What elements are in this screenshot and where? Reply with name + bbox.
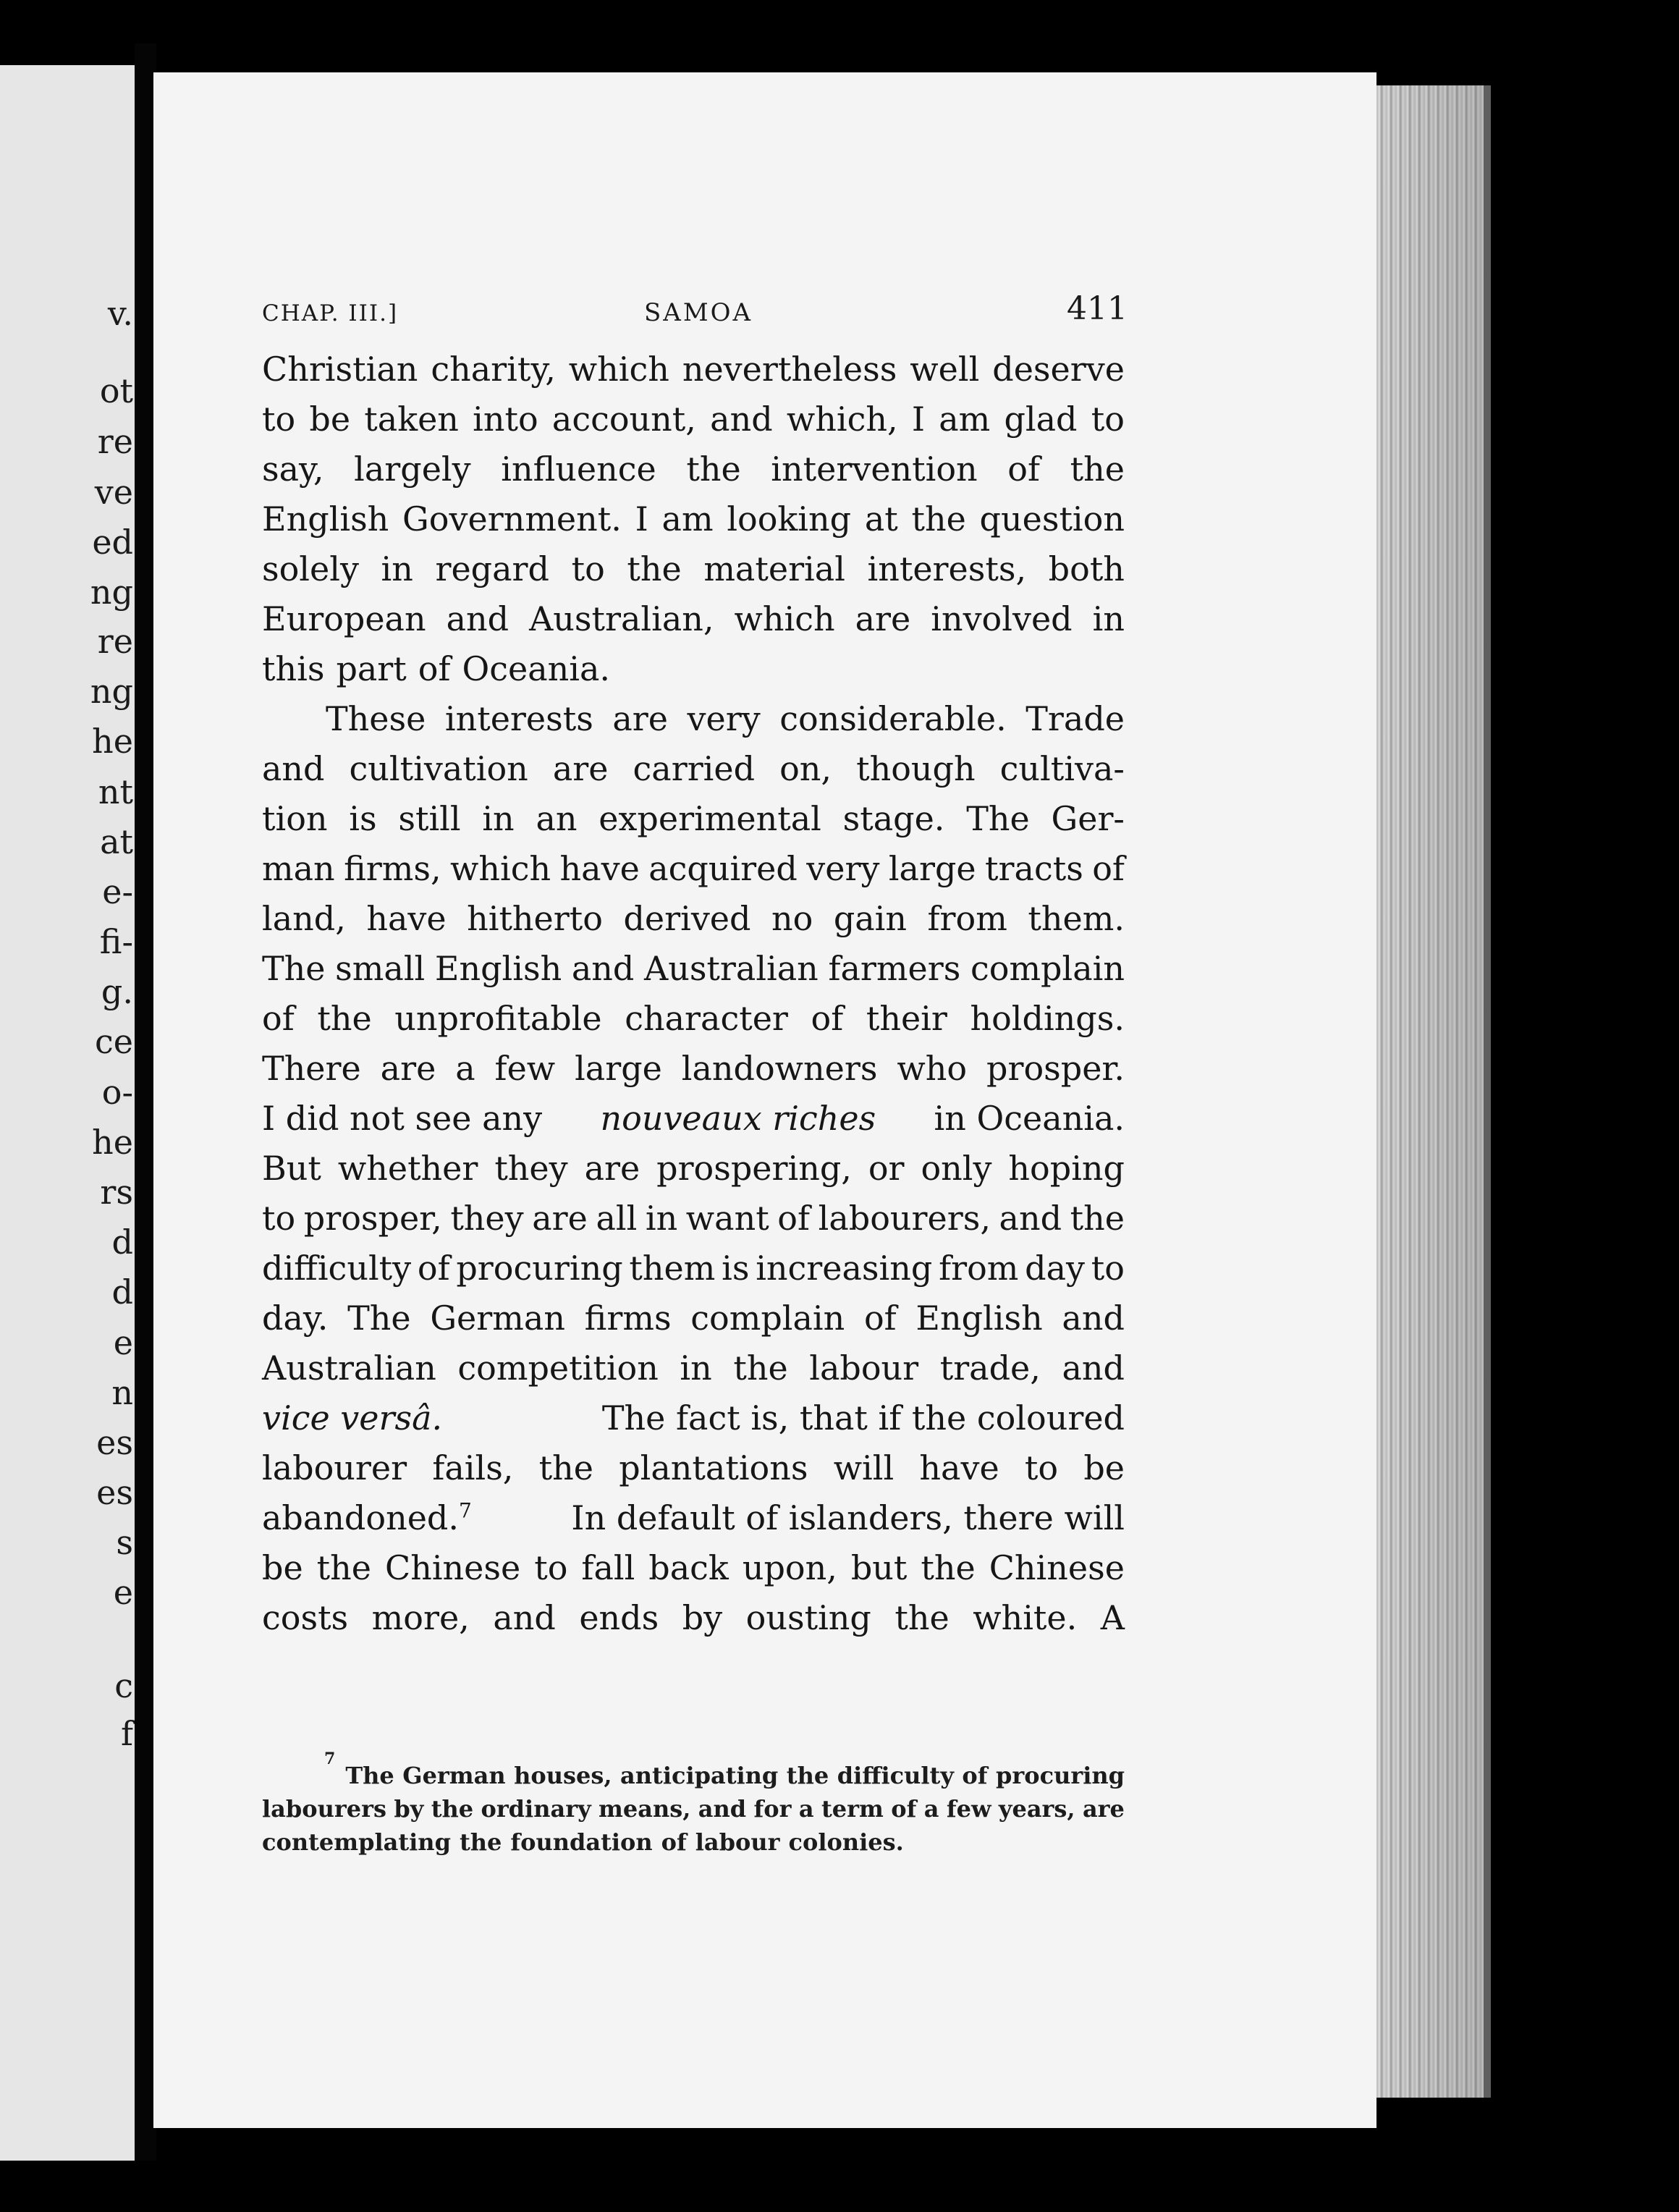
- text-line: [262, 1343, 1125, 1393]
- word: The: [966, 799, 1030, 838]
- word: plantations: [619, 1448, 808, 1487]
- word: which: [734, 599, 835, 638]
- text-line: [262, 894, 1125, 944]
- word: labourers: [262, 1795, 386, 1823]
- italic-phrase: vice versâ.: [262, 1398, 443, 1438]
- text-line: [262, 744, 1125, 794]
- word: gain: [833, 899, 908, 938]
- main-page: [153, 72, 1376, 2128]
- word: in: [482, 799, 515, 838]
- word: the: [317, 999, 372, 1038]
- word: firms: [584, 1299, 672, 1338]
- text-line: [262, 844, 1125, 894]
- word: a: [923, 1795, 939, 1823]
- word: term: [821, 1795, 884, 1823]
- word: deserve: [992, 350, 1125, 389]
- word: of: [863, 1299, 897, 1338]
- word: looking: [727, 499, 852, 539]
- word: a: [798, 1795, 814, 1823]
- word: they: [450, 1199, 524, 1238]
- page-number: 411: [1067, 290, 1128, 327]
- word: the: [431, 1795, 474, 1823]
- word: I: [911, 400, 925, 439]
- left-fragment: ce: [95, 1022, 133, 1061]
- footnote-reference: 7: [458, 1498, 472, 1523]
- left-fragment: rs: [100, 1173, 133, 1212]
- word: are: [612, 699, 668, 738]
- word: am: [939, 400, 991, 439]
- word: for: [753, 1795, 792, 1823]
- word: holdings.: [970, 999, 1125, 1038]
- word: both: [1048, 549, 1125, 588]
- text-line: [262, 1244, 1125, 1293]
- word: labourer: [262, 1448, 407, 1487]
- page-edge-shadow: [1375, 85, 1491, 2098]
- word: hitherto: [467, 899, 603, 938]
- word: Chinese: [385, 1548, 521, 1587]
- word: in: [645, 1199, 678, 1238]
- word: Ger-: [1051, 799, 1125, 838]
- word: in: [381, 549, 413, 588]
- word: Christian: [262, 350, 418, 389]
- word: in: [680, 1348, 712, 1388]
- left-fragment: re: [97, 622, 133, 661]
- text-line: [262, 444, 1125, 494]
- word: and: [1062, 1299, 1125, 1338]
- text-line: [262, 394, 1125, 444]
- word: by: [394, 1795, 424, 1823]
- word: no: [771, 899, 813, 938]
- word: the: [686, 449, 741, 489]
- word: the: [627, 549, 682, 588]
- word: whether: [337, 1149, 478, 1188]
- word: I: [635, 499, 648, 539]
- word: of: [777, 1199, 811, 1238]
- word: prosper.: [986, 1049, 1125, 1088]
- word: intervention: [771, 449, 978, 489]
- word: firms,: [344, 849, 441, 888]
- word: are: [855, 599, 911, 638]
- word: well: [910, 350, 980, 389]
- word: the: [538, 1448, 593, 1487]
- text-line: [262, 1044, 1125, 1094]
- word: the: [733, 1348, 788, 1388]
- word: back: [648, 1548, 729, 1587]
- text-line: [262, 1543, 1125, 1593]
- word: only: [921, 1149, 992, 1188]
- word: fails,: [432, 1448, 514, 1487]
- word: Australian,: [529, 599, 714, 638]
- word: English: [262, 499, 389, 539]
- word: say,: [262, 449, 324, 489]
- word: upon,: [742, 1548, 837, 1587]
- word: in: [1092, 599, 1125, 638]
- word: of: [891, 1795, 917, 1823]
- word: of: [1007, 449, 1041, 489]
- text-line: [262, 644, 1125, 694]
- word: the: [1070, 1199, 1125, 1238]
- word: are: [584, 1149, 640, 1188]
- word: difficulty: [262, 1249, 412, 1288]
- word: of: [262, 999, 295, 1038]
- word: landowners: [681, 1049, 878, 1088]
- left-fragment: f: [120, 1714, 133, 1753]
- word: These: [326, 699, 426, 738]
- word: and: [999, 1199, 1062, 1238]
- word: labourers,: [818, 1199, 991, 1238]
- word: years,: [998, 1795, 1075, 1823]
- word: cultiva-: [999, 749, 1125, 788]
- word: which: [450, 849, 551, 888]
- word: of: [1092, 849, 1125, 888]
- word: and: [493, 1598, 556, 1637]
- word: solely: [262, 549, 359, 588]
- footnote-marker: 7: [324, 1749, 336, 1768]
- word: prosper,: [303, 1199, 442, 1238]
- left-fragment: at: [100, 822, 133, 861]
- word: labour: [695, 1828, 780, 1856]
- left-fragment: v.: [107, 294, 133, 333]
- text-segment: [262, 1493, 472, 1543]
- text-segment: I did not see any: [262, 1099, 543, 1138]
- running-head-title: SAMOA: [644, 298, 753, 327]
- word: by: [682, 1598, 723, 1637]
- left-fragment: g.: [101, 972, 133, 1011]
- word: of: [811, 999, 844, 1038]
- word: part: [336, 649, 407, 688]
- text-segment: The fact is, that if the coloured: [601, 1398, 1125, 1438]
- left-fragment: es: [96, 1423, 133, 1462]
- text-segment: in Oceania.: [934, 1099, 1125, 1138]
- text-segment-word: abandoned.: [262, 1498, 459, 1537]
- word: day: [1025, 1249, 1086, 1288]
- word: and: [1062, 1348, 1125, 1388]
- word: fall: [581, 1548, 635, 1587]
- word: white.: [973, 1598, 1078, 1637]
- word: large: [575, 1049, 662, 1088]
- text-line: [262, 345, 1125, 394]
- word: at: [864, 499, 898, 539]
- text-line: [262, 1393, 1125, 1443]
- word: still: [398, 799, 461, 838]
- word: have: [366, 899, 447, 938]
- word: to: [1091, 1249, 1125, 1288]
- word: material: [703, 549, 845, 588]
- word: Australian: [643, 949, 819, 988]
- word: means,: [599, 1795, 691, 1823]
- word: the: [1070, 449, 1125, 489]
- word: ends: [579, 1598, 659, 1637]
- word: day.: [262, 1299, 329, 1338]
- left-fragment: ot: [99, 371, 133, 410]
- left-fragment: ed: [92, 523, 133, 562]
- left-fragment: n: [111, 1373, 133, 1412]
- footnote: [262, 1749, 1125, 1859]
- word: A: [1100, 1598, 1125, 1637]
- word: an: [536, 799, 578, 838]
- word: glad: [1004, 400, 1078, 439]
- word: tracts: [985, 849, 1083, 888]
- word: the: [895, 1598, 950, 1637]
- text-line: [262, 1593, 1125, 1643]
- word: be: [309, 400, 351, 439]
- text-line: [262, 544, 1125, 594]
- word: few: [946, 1795, 991, 1823]
- word: from: [939, 1249, 1019, 1288]
- word: they: [494, 1149, 568, 1188]
- word: unprofitable: [394, 999, 602, 1038]
- left-fragment: c: [114, 1666, 133, 1705]
- word: few: [494, 1049, 556, 1088]
- word: character: [625, 999, 788, 1038]
- word: question: [979, 499, 1125, 539]
- left-fragment: d: [111, 1223, 133, 1262]
- word: the: [921, 1548, 976, 1587]
- word: are: [532, 1199, 588, 1238]
- word: derived: [623, 899, 751, 938]
- word: though: [856, 749, 976, 788]
- word: man: [262, 849, 335, 888]
- word: to: [262, 1199, 296, 1238]
- word: a: [455, 1049, 475, 1088]
- word: farmers: [828, 949, 961, 988]
- text-line: [262, 494, 1125, 544]
- text-line: [262, 1144, 1125, 1194]
- word: to: [571, 549, 605, 588]
- word: be: [262, 1548, 303, 1587]
- left-fragment: e: [113, 1573, 133, 1612]
- word: Chinese: [989, 1548, 1125, 1587]
- word: into: [473, 400, 538, 439]
- left-fragment: s: [116, 1523, 133, 1562]
- word: of: [661, 1828, 687, 1856]
- word: carried: [633, 749, 756, 788]
- word: charity,: [431, 350, 556, 389]
- text-line: [262, 694, 1125, 744]
- left-fragment: he: [92, 722, 133, 761]
- text-line: [262, 1443, 1125, 1493]
- word: small: [335, 949, 426, 988]
- text-line: [262, 794, 1125, 844]
- word: Trade: [1025, 699, 1125, 738]
- word: or: [868, 1149, 905, 1188]
- word: on,: [779, 749, 832, 788]
- word: want: [685, 1199, 769, 1238]
- word: of: [417, 1249, 450, 1288]
- word: is: [349, 799, 377, 838]
- word: ordinary: [481, 1795, 591, 1823]
- word: to: [1024, 1448, 1059, 1487]
- word: European: [262, 599, 426, 638]
- word: trade,: [939, 1348, 1041, 1388]
- word: the: [459, 1828, 502, 1856]
- left-fragment: e: [113, 1323, 133, 1362]
- word: are: [1082, 1795, 1125, 1823]
- word: have: [559, 849, 640, 888]
- word: colonies.: [788, 1828, 904, 1856]
- left-fragment: es: [96, 1473, 133, 1512]
- text-segment: In default of islanders, there will: [571, 1498, 1125, 1537]
- word: very: [687, 699, 761, 738]
- word: acquired: [648, 849, 798, 888]
- word: procuring: [456, 1249, 623, 1288]
- text-line: [262, 1094, 1125, 1144]
- word: the: [911, 499, 966, 539]
- word: are: [380, 1049, 436, 1088]
- word: which,: [786, 400, 898, 439]
- word: Oceania.: [462, 649, 611, 688]
- scan-bottom-border: [0, 2161, 1679, 2212]
- word: to: [534, 1548, 568, 1587]
- word: taken: [364, 400, 459, 439]
- word: of: [418, 649, 451, 688]
- word: stage.: [842, 799, 945, 838]
- left-fragment: ve: [94, 473, 133, 512]
- word: labour: [809, 1348, 919, 1388]
- left-fragment: he: [92, 1123, 133, 1162]
- word: involved: [931, 599, 1073, 638]
- word: influence: [501, 449, 656, 489]
- word: the: [316, 1548, 372, 1587]
- word: The: [347, 1299, 411, 1338]
- word: this: [262, 649, 325, 688]
- word: tion: [262, 799, 328, 838]
- previous-page-fragment: [0, 65, 138, 2161]
- word: The: [262, 949, 326, 988]
- word: and: [698, 1795, 747, 1823]
- word: more,: [371, 1598, 470, 1637]
- word: who: [897, 1049, 968, 1088]
- word: but: [850, 1548, 908, 1587]
- word: very: [806, 849, 880, 888]
- word: interests,: [867, 549, 1027, 588]
- body-text: [262, 345, 1125, 1643]
- word: German: [430, 1299, 565, 1338]
- word: prospering,: [656, 1149, 852, 1188]
- word: and: [262, 749, 325, 788]
- word: regard: [435, 549, 549, 588]
- footnote-line: [262, 1749, 1125, 1792]
- left-fragment: fi-: [99, 922, 133, 961]
- word: But: [262, 1149, 321, 1188]
- word: interests: [444, 699, 593, 738]
- word: complain: [970, 949, 1125, 988]
- word: have: [919, 1448, 999, 1487]
- word: increasing: [756, 1249, 933, 1288]
- left-fragment: nt: [98, 772, 133, 811]
- word: is: [722, 1249, 750, 1288]
- left-fragment: o-: [101, 1073, 133, 1112]
- text-line: [262, 594, 1125, 644]
- word: are: [552, 749, 609, 788]
- word: Government.: [402, 499, 622, 539]
- word: which: [568, 350, 669, 389]
- word: them.: [1028, 899, 1125, 938]
- word: considerable.: [779, 699, 1007, 738]
- footnote-line: [262, 1825, 1125, 1859]
- italic-phrase: nouveaux riches: [600, 1099, 876, 1138]
- text-line: [262, 1293, 1125, 1343]
- word: all: [596, 1199, 638, 1238]
- word: will: [833, 1448, 895, 1487]
- word: foundation: [510, 1828, 653, 1856]
- left-fragment: ng: [90, 672, 133, 711]
- word: English: [915, 1299, 1043, 1338]
- word: competition: [457, 1348, 659, 1388]
- text-line: [262, 1493, 1125, 1543]
- word: costs: [262, 1598, 349, 1637]
- word: experimental: [599, 799, 821, 838]
- word: There: [262, 1049, 361, 1088]
- word: Australian: [262, 1348, 436, 1388]
- word: largely: [354, 449, 471, 489]
- word: ousting: [745, 1598, 871, 1637]
- word: complain: [690, 1299, 845, 1338]
- word: and: [571, 949, 635, 988]
- word: account,: [551, 400, 696, 439]
- word: to: [262, 400, 296, 439]
- word: to: [1091, 400, 1125, 439]
- left-fragment: re: [97, 422, 133, 461]
- left-fragment: d: [111, 1272, 133, 1312]
- word: cultivation: [349, 749, 528, 788]
- word: land,: [262, 899, 346, 938]
- word: them: [629, 1249, 716, 1288]
- word: nevertheless: [682, 350, 897, 389]
- word: and: [446, 599, 509, 638]
- text-line: [262, 944, 1125, 994]
- running-head-chapter: CHAP. III.]: [262, 300, 399, 326]
- word: be: [1083, 1448, 1125, 1487]
- text-line: [262, 994, 1125, 1044]
- word: and: [710, 400, 773, 439]
- word: large: [888, 849, 976, 888]
- word: hoping: [1008, 1149, 1125, 1188]
- word: contemplating: [262, 1828, 451, 1856]
- word: English: [434, 949, 562, 988]
- left-fragment: ng: [90, 573, 133, 612]
- left-fragment: e-: [102, 872, 133, 911]
- word: their: [866, 999, 947, 1038]
- footnote-line: [262, 1792, 1125, 1825]
- word: am: [661, 499, 714, 539]
- text-line: [262, 1194, 1125, 1244]
- footnote-text: The German houses, anticipating the difficulty of procuring: [345, 1762, 1125, 1789]
- word: from: [927, 899, 1007, 938]
